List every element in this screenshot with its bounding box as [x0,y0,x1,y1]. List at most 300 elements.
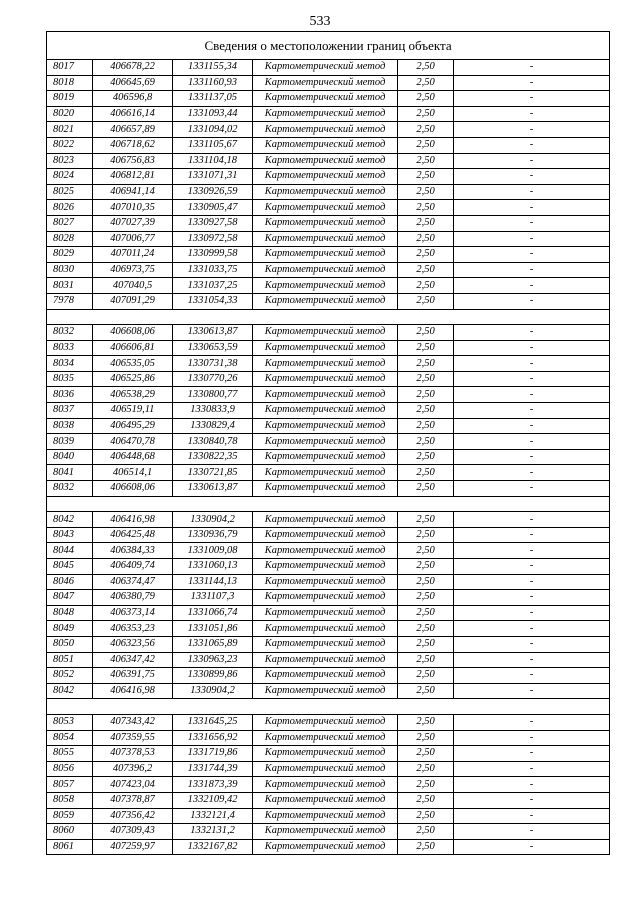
coord-y-cell: 1330822,35 [173,449,253,465]
coord-y-cell: 1330833,9 [173,403,253,419]
coord-x-cell: 406941,14 [93,184,173,200]
note-cell: - [454,543,610,559]
separator-row [47,309,610,325]
table-row [47,91,610,107]
accuracy-cell: 2,50 [398,714,454,730]
point-number-cell: 8048 [47,605,93,621]
coord-x-cell: 406380,79 [93,590,173,606]
table-row [47,730,610,746]
coord-y-cell: 1330613,87 [173,481,253,497]
note-cell: - [454,590,610,606]
accuracy-cell: 2,50 [398,434,454,450]
accuracy-cell: 2,50 [398,792,454,808]
coord-x-cell: 406606,81 [93,340,173,356]
accuracy-cell: 2,50 [398,761,454,777]
accuracy-cell: 2,50 [398,481,454,497]
method-cell: Картометрический метод [253,122,398,138]
table-row [47,356,610,372]
point-number-cell: 8033 [47,340,93,356]
point-number-cell: 8036 [47,387,93,403]
coord-y-cell: 1330653,59 [173,340,253,356]
point-number-cell: 8051 [47,652,93,668]
accuracy-cell: 2,50 [398,356,454,372]
method-cell: Картометрический метод [253,449,398,465]
accuracy-cell: 2,50 [398,262,454,278]
table-row [47,247,610,263]
method-cell: Картометрический метод [253,60,398,76]
coord-x-cell: 406596,8 [93,91,173,107]
method-cell: Картометрический метод [253,512,398,528]
separator-row [47,699,610,715]
method-cell: Картометрический метод [253,621,398,637]
note-cell: - [454,231,610,247]
coord-y-cell: 1331155,34 [173,60,253,76]
table-row [47,808,610,824]
coord-y-cell: 1331037,25 [173,278,253,294]
note-cell: - [454,153,610,169]
method-cell: Картометрический метод [253,574,398,590]
coord-y-cell: 1331160,93 [173,75,253,91]
note-cell: - [454,200,610,216]
point-number-cell: 8057 [47,777,93,793]
point-number-cell: 8022 [47,137,93,153]
table-row [47,262,610,278]
method-cell: Картометрический метод [253,340,398,356]
coord-y-cell: 1330904,2 [173,512,253,528]
note-cell: - [454,839,610,855]
coord-y-cell: 1330721,85 [173,465,253,481]
method-cell: Картометрический метод [253,605,398,621]
point-number-cell: 8044 [47,543,93,559]
coord-y-cell: 1331104,18 [173,153,253,169]
method-cell: Картометрический метод [253,652,398,668]
coord-x-cell: 406448,68 [93,449,173,465]
method-cell: Картометрический метод [253,714,398,730]
coord-x-cell: 406347,42 [93,652,173,668]
note-cell: - [454,761,610,777]
point-number-cell: 8039 [47,434,93,450]
point-number-cell: 8026 [47,200,93,216]
table-row [47,387,610,403]
table-row [47,636,610,652]
method-cell: Картометрический метод [253,371,398,387]
point-number-cell: 8028 [47,231,93,247]
coord-y-cell: 1330904,2 [173,683,253,699]
coord-y-cell: 1331105,67 [173,137,253,153]
accuracy-cell: 2,50 [398,808,454,824]
accuracy-cell: 2,50 [398,387,454,403]
coord-x-cell: 406608,06 [93,481,173,497]
note-cell: - [454,808,610,824]
table-row [47,824,610,840]
note-cell: - [454,262,610,278]
table-row [47,184,610,200]
table-row [47,481,610,497]
method-cell: Картометрический метод [253,75,398,91]
coord-x-cell: 406374,47 [93,574,173,590]
point-number-cell: 8054 [47,730,93,746]
note-cell: - [454,418,610,434]
method-cell: Картометрический метод [253,387,398,403]
note-cell: - [454,75,610,91]
coord-x-cell: 406718,62 [93,137,173,153]
note-cell: - [454,371,610,387]
method-cell: Картометрический метод [253,262,398,278]
method-cell: Картометрический метод [253,465,398,481]
method-cell: Картометрический метод [253,418,398,434]
method-cell: Картометрический метод [253,808,398,824]
point-number-cell: 8043 [47,527,93,543]
point-number-cell: 8029 [47,247,93,263]
method-cell: Картометрический метод [253,106,398,122]
point-number-cell: 8053 [47,714,93,730]
method-cell: Картометрический метод [253,403,398,419]
note-cell: - [454,184,610,200]
method-cell: Картометрический метод [253,153,398,169]
coord-x-cell: 407378,53 [93,746,173,762]
accuracy-cell: 2,50 [398,325,454,341]
point-number-cell: 8049 [47,621,93,637]
table-row [47,106,610,122]
table-row [47,278,610,294]
coord-y-cell: 1330963,23 [173,652,253,668]
note-cell: - [454,730,610,746]
coord-x-cell: 406495,29 [93,418,173,434]
point-number-cell: 8056 [47,761,93,777]
point-number-cell: 8021 [47,122,93,138]
coord-y-cell: 1331719,86 [173,746,253,762]
method-cell: Картометрический метод [253,543,398,559]
accuracy-cell: 2,50 [398,169,454,185]
coord-x-cell: 407006,77 [93,231,173,247]
method-cell: Картометрический метод [253,356,398,372]
method-cell: Картометрический метод [253,247,398,263]
coord-y-cell: 1331144,13 [173,574,253,590]
accuracy-cell: 2,50 [398,839,454,855]
point-number-cell: 8045 [47,559,93,575]
note-cell: - [454,746,610,762]
separator-cell [47,309,610,325]
point-number-cell: 8059 [47,808,93,824]
table-row [47,527,610,543]
point-number-cell: 8035 [47,371,93,387]
coord-y-cell: 1330936,79 [173,527,253,543]
note-cell: - [454,403,610,419]
point-number-cell: 8050 [47,636,93,652]
coord-y-cell: 1332131,2 [173,824,253,840]
table-row [47,418,610,434]
table-row [47,231,610,247]
accuracy-cell: 2,50 [398,559,454,575]
coord-x-cell: 406756,83 [93,153,173,169]
table-row [47,325,610,341]
coord-y-cell: 1330999,58 [173,247,253,263]
coord-x-cell: 406409,74 [93,559,173,575]
method-cell: Картометрический метод [253,325,398,341]
note-cell: - [454,777,610,793]
coord-x-cell: 406657,89 [93,122,173,138]
table-row [47,153,610,169]
note-cell: - [454,512,610,528]
table-row [47,621,610,637]
note-cell: - [454,247,610,263]
accuracy-cell: 2,50 [398,543,454,559]
table-row [47,590,610,606]
note-cell: - [454,527,610,543]
boundary-table-body [47,32,610,855]
accuracy-cell: 2,50 [398,122,454,138]
coord-y-cell: 1331009,08 [173,543,253,559]
coord-y-cell: 1332109,42 [173,792,253,808]
table-row [47,200,610,216]
accuracy-cell: 2,50 [398,449,454,465]
table-row [47,403,610,419]
note-cell: - [454,278,610,294]
method-cell: Картометрический метод [253,527,398,543]
coord-x-cell: 406470,78 [93,434,173,450]
table-title-row [47,32,610,60]
accuracy-cell: 2,50 [398,91,454,107]
accuracy-cell: 2,50 [398,403,454,419]
accuracy-cell: 2,50 [398,278,454,294]
note-cell: - [454,60,610,76]
coord-x-cell: 406373,14 [93,605,173,621]
coord-y-cell: 1331107,3 [173,590,253,606]
coord-y-cell: 1332121,4 [173,808,253,824]
point-number-cell: 8027 [47,215,93,231]
coord-x-cell: 407040,5 [93,278,173,294]
coord-x-cell: 406323,56 [93,636,173,652]
note-cell: - [454,449,610,465]
point-number-cell: 8024 [47,169,93,185]
coord-x-cell: 407027,39 [93,215,173,231]
coord-x-cell: 406519,11 [93,403,173,419]
method-cell: Картометрический метод [253,215,398,231]
accuracy-cell: 2,50 [398,777,454,793]
note-cell: - [454,137,610,153]
accuracy-cell: 2,50 [398,683,454,699]
method-cell: Картометрический метод [253,231,398,247]
table-row [47,605,610,621]
point-number-cell: 8031 [47,278,93,294]
coord-y-cell: 1331033,75 [173,262,253,278]
method-cell: Картометрический метод [253,559,398,575]
coord-x-cell: 406812,81 [93,169,173,185]
accuracy-cell: 2,50 [398,200,454,216]
method-cell: Картометрический метод [253,730,398,746]
point-number-cell: 8047 [47,590,93,606]
note-cell: - [454,824,610,840]
note-cell: - [454,465,610,481]
coord-x-cell: 407396,2 [93,761,173,777]
coord-x-cell: 407011,24 [93,247,173,263]
coord-x-cell: 406384,33 [93,543,173,559]
method-cell: Картометрический метод [253,761,398,777]
coord-x-cell: 406514,1 [93,465,173,481]
coord-x-cell: 407378,87 [93,792,173,808]
method-cell: Картометрический метод [253,200,398,216]
coord-x-cell: 407359,55 [93,730,173,746]
method-cell: Картометрический метод [253,636,398,652]
separator-cell [47,699,610,715]
coord-y-cell: 1331656,92 [173,730,253,746]
point-number-cell: 8040 [47,449,93,465]
coord-x-cell: 407423,04 [93,777,173,793]
method-cell: Картометрический метод [253,481,398,497]
table-row [47,543,610,559]
table-row [47,215,610,231]
point-number-cell: 8023 [47,153,93,169]
coord-y-cell: 1330972,58 [173,231,253,247]
coord-x-cell: 407259,97 [93,839,173,855]
table-row [47,340,610,356]
table-row [47,512,610,528]
coord-x-cell: 407356,42 [93,808,173,824]
method-cell: Картометрический метод [253,434,398,450]
point-number-cell: 8017 [47,60,93,76]
table-row [47,122,610,138]
coord-y-cell: 1330905,47 [173,200,253,216]
accuracy-cell: 2,50 [398,652,454,668]
point-number-cell: 8042 [47,512,93,528]
point-number-cell: 8046 [47,574,93,590]
point-number-cell: 8034 [47,356,93,372]
table-row [47,839,610,855]
accuracy-cell: 2,50 [398,215,454,231]
point-number-cell: 8061 [47,839,93,855]
accuracy-cell: 2,50 [398,137,454,153]
coord-x-cell: 407010,35 [93,200,173,216]
point-number-cell: 8038 [47,418,93,434]
coord-y-cell: 1330926,59 [173,184,253,200]
table-row [47,465,610,481]
note-cell: - [454,621,610,637]
accuracy-cell: 2,50 [398,75,454,91]
method-cell: Картометрический метод [253,293,398,309]
coord-x-cell: 406973,75 [93,262,173,278]
coord-y-cell: 1331071,31 [173,169,253,185]
coord-y-cell: 1330800,77 [173,387,253,403]
coord-x-cell: 406416,98 [93,512,173,528]
note-cell: - [454,122,610,138]
method-cell: Картометрический метод [253,683,398,699]
coord-y-cell: 1331645,25 [173,714,253,730]
point-number-cell: 8058 [47,792,93,808]
method-cell: Картометрический метод [253,169,398,185]
coord-y-cell: 1331051,86 [173,621,253,637]
table-row [47,60,610,76]
point-number-cell: 8030 [47,262,93,278]
point-number-cell: 8019 [47,91,93,107]
method-cell: Картометрический метод [253,746,398,762]
point-number-cell: 8041 [47,465,93,481]
point-number-cell: 8020 [47,106,93,122]
note-cell: - [454,714,610,730]
accuracy-cell: 2,50 [398,746,454,762]
page-number: 533 [309,14,331,29]
note-cell: - [454,215,610,231]
table-row [47,574,610,590]
separator-row [47,496,610,512]
note-cell: - [454,91,610,107]
note-cell: - [454,559,610,575]
accuracy-cell: 2,50 [398,247,454,263]
note-cell: - [454,605,610,621]
coord-x-cell: 406525,86 [93,371,173,387]
table-row [47,169,610,185]
method-cell: Картометрический метод [253,91,398,107]
coord-x-cell: 406616,14 [93,106,173,122]
accuracy-cell: 2,50 [398,527,454,543]
point-number-cell: 8060 [47,824,93,840]
accuracy-cell: 2,50 [398,512,454,528]
table-row [47,746,610,762]
coord-y-cell: 1331093,44 [173,106,253,122]
point-number-cell: 8018 [47,75,93,91]
point-number-cell: 8052 [47,668,93,684]
accuracy-cell: 2,50 [398,418,454,434]
coord-y-cell: 1331065,89 [173,636,253,652]
table-row [47,761,610,777]
accuracy-cell: 2,50 [398,106,454,122]
accuracy-cell: 2,50 [398,371,454,387]
accuracy-cell: 2,50 [398,465,454,481]
accuracy-cell: 2,50 [398,60,454,76]
note-cell: - [454,356,610,372]
coord-y-cell: 1330731,38 [173,356,253,372]
method-cell: Картометрический метод [253,668,398,684]
coord-y-cell: 1332167,82 [173,839,253,855]
accuracy-cell: 2,50 [398,153,454,169]
coord-y-cell: 1330613,87 [173,325,253,341]
point-number-cell: 8032 [47,325,93,341]
table-row [47,652,610,668]
coord-y-cell: 1331744,39 [173,761,253,777]
note-cell: - [454,574,610,590]
accuracy-cell: 2,50 [398,636,454,652]
coord-y-cell: 1331060,13 [173,559,253,575]
method-cell: Картометрический метод [253,792,398,808]
boundary-table [46,31,610,855]
method-cell: Картометрический метод [253,184,398,200]
note-cell: - [454,387,610,403]
accuracy-cell: 2,50 [398,590,454,606]
table-row [47,371,610,387]
table-row [47,449,610,465]
coord-y-cell: 1330840,78 [173,434,253,450]
accuracy-cell: 2,50 [398,293,454,309]
coord-x-cell: 406535,05 [93,356,173,372]
method-cell: Картометрический метод [253,777,398,793]
coord-x-cell: 406353,23 [93,621,173,637]
note-cell: - [454,325,610,341]
point-number-cell: 8037 [47,403,93,419]
method-cell: Картометрический метод [253,839,398,855]
note-cell: - [454,636,610,652]
separator-cell [47,496,610,512]
coord-y-cell: 1331137,05 [173,91,253,107]
point-number-cell: 8025 [47,184,93,200]
coord-x-cell: 406416,98 [93,683,173,699]
accuracy-cell: 2,50 [398,574,454,590]
coord-x-cell: 407309,43 [93,824,173,840]
coord-x-cell: 407343,42 [93,714,173,730]
point-number-cell: 8032 [47,481,93,497]
table-row [47,714,610,730]
table-row [47,683,610,699]
point-number-cell: 8042 [47,683,93,699]
table-row [47,792,610,808]
